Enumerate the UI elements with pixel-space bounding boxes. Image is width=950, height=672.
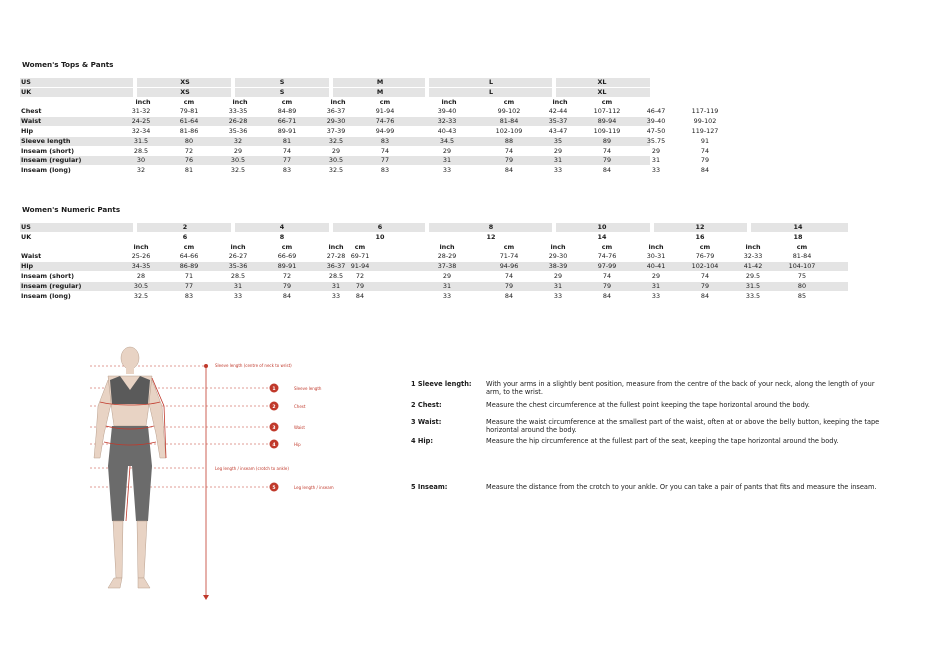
table-row — [20, 292, 850, 301]
table-cell: 94-99 — [375, 127, 395, 135]
table-cell: 30-31 — [646, 252, 666, 261]
table-row — [20, 156, 850, 165]
measurement-figure — [60, 346, 360, 611]
table-cell: 29 — [553, 146, 563, 155]
table-cell: 29 — [651, 146, 661, 155]
table-row — [20, 272, 850, 281]
table-cell: 32-34 — [131, 127, 151, 135]
legend-text: Measure the hip circumference at the fullest part of the seat, keeping the tape horizontal around the body. — [486, 437, 839, 445]
table-cell: 33 — [233, 291, 243, 300]
callout-label: Chest — [294, 404, 306, 409]
table-cell: 102-109 — [495, 127, 523, 135]
table-cell: L — [488, 78, 494, 86]
table-cell: inch — [328, 242, 344, 251]
legend-key: 5 Inseam: — [411, 483, 448, 491]
table-cell: 43-47 — [548, 127, 568, 135]
table-cell: 69-71 — [350, 252, 370, 261]
row-label: US — [21, 78, 31, 86]
table-cell: 35-37 — [548, 117, 568, 126]
table-row — [20, 262, 850, 271]
table-cell: 31 — [651, 156, 661, 165]
table-cell: XS — [180, 87, 190, 96]
table-cell: 40-41 — [646, 262, 666, 271]
table-cell: 31 — [651, 281, 661, 290]
table-cell: 81-86 — [179, 127, 199, 135]
table-cell: 79 — [700, 281, 710, 290]
table-cell: 72 — [355, 272, 365, 280]
table-cell: 12 — [486, 232, 496, 241]
table-cell: 75 — [797, 272, 807, 280]
table-cell: 14 — [793, 223, 803, 231]
table-cell: 76 — [184, 156, 194, 165]
table-cell: 109-119 — [593, 127, 621, 135]
table-cell: 36-37 — [326, 262, 346, 271]
table-cell: 71-74 — [499, 252, 519, 261]
table-cell: 32 — [233, 136, 243, 145]
table-cell: 88 — [504, 136, 514, 145]
table-cell: 29 — [442, 272, 452, 280]
table-cell: 89 — [602, 136, 612, 145]
table-cell: 6 — [377, 223, 383, 231]
table-cell: 119-127 — [691, 127, 719, 135]
table-cell: 83 — [380, 166, 390, 175]
table-cell: inch — [550, 242, 566, 251]
table-cell: cm — [796, 242, 808, 251]
row-label: Waist — [21, 252, 42, 261]
table-cell: 32.5 — [328, 166, 344, 175]
table-cell: 74 — [602, 146, 612, 155]
row-label: Inseam (short) — [21, 146, 75, 155]
table-cell: 84 — [504, 166, 514, 175]
table-cell: 74 — [504, 146, 514, 155]
table-cell: 31.5 — [745, 281, 761, 290]
table-cell: 74 — [602, 272, 612, 280]
table-cell: 25-26 — [131, 252, 151, 261]
row-label: Waist — [21, 117, 42, 126]
row-label: Inseam (short) — [21, 272, 75, 280]
table-cell: 26-28 — [228, 117, 248, 126]
table-cell: 89-91 — [277, 127, 297, 135]
table-cell: inch — [745, 242, 761, 251]
table-cell: 18 — [793, 232, 803, 241]
table-cell: M — [376, 87, 384, 96]
table-cell: 84 — [602, 166, 612, 175]
table-cell: cm — [281, 97, 293, 106]
table-cell: 10 — [375, 232, 385, 241]
table-cell: 74 — [380, 146, 390, 155]
table-cell: 31 — [331, 281, 341, 290]
table-cell: 10 — [597, 223, 607, 231]
table-cell: 28.5 — [230, 272, 246, 280]
callout-label: Leg length / inseam — [294, 485, 334, 490]
table-cell: 28-29 — [437, 252, 457, 261]
table-cell: cm — [281, 242, 293, 251]
table-row — [20, 137, 850, 146]
table-cell: 31 — [553, 281, 563, 290]
table-cell: 84-89 — [277, 107, 297, 116]
table-cell: cm — [183, 97, 195, 106]
table-cell: 16 — [695, 232, 705, 241]
table-cell: 89-94 — [597, 117, 617, 126]
callout-num: 2 — [272, 405, 276, 410]
table-cell: 79 — [282, 281, 292, 290]
legend-key: 2 Chest: — [411, 401, 442, 409]
table-row — [20, 98, 850, 107]
table-cell: 76-79 — [695, 252, 715, 261]
table-cell: 86-89 — [179, 262, 199, 271]
sleeve-length-caption: Sleeve length (centre of neck to wrist) — [215, 363, 292, 368]
table-row — [20, 166, 850, 175]
table-cell: 107-112 — [593, 107, 621, 116]
table-cell: 74 — [282, 146, 292, 155]
table-cell: 33 — [553, 291, 563, 300]
callout-label: Waist — [294, 425, 305, 430]
table-cell: 39-40 — [437, 107, 457, 116]
table-cell: 34.5 — [439, 136, 455, 145]
table-cell: 32 — [136, 166, 146, 175]
legend-key: 1 Sleeve length: — [411, 380, 472, 388]
table-cell: 42-44 — [548, 107, 568, 116]
table-cell: 35 — [553, 136, 563, 145]
leg-length-caption: Leg length / inseam (crotch to ankle) — [215, 466, 289, 471]
table-cell: 8 — [279, 232, 285, 241]
row-label: Inseam (long) — [21, 166, 71, 175]
row-label: Hip — [21, 262, 34, 271]
legend-text: With your arms in a slightly bent position, measure from the centre of the back of your neck, along the length of your arm, to the wrist. — [486, 380, 875, 397]
table-row — [20, 88, 850, 97]
table-cell: 84 — [700, 291, 710, 300]
table-cell: 40-43 — [437, 127, 457, 135]
row-label: Hip — [21, 127, 34, 135]
row-label: Inseam (regular) — [21, 156, 82, 165]
table-cell: 29-30 — [548, 252, 568, 261]
table-cell: XS — [180, 78, 190, 86]
table-row — [20, 243, 850, 252]
table-cell: 77 — [282, 156, 292, 165]
table-cell: 37-38 — [437, 262, 457, 271]
table-cell: 99-102 — [693, 117, 717, 126]
table-cell: 33 — [651, 291, 661, 300]
table-cell: L — [488, 87, 494, 96]
tops-title: Women's Tops & Pants — [22, 60, 114, 69]
table-cell: 80 — [184, 136, 194, 145]
table-cell: 102-104 — [691, 262, 719, 271]
table-cell: 74 — [700, 146, 710, 155]
table-cell: XL — [597, 78, 607, 86]
table-cell: 79 — [700, 156, 710, 165]
table-cell: 24-25 — [131, 117, 151, 126]
table-cell: inch — [330, 97, 346, 106]
table-cell: 27-28 — [326, 252, 346, 261]
table-cell: 83 — [380, 136, 390, 145]
table-cell: 8 — [488, 223, 494, 231]
table-cell: 72 — [282, 272, 292, 280]
table-cell: 34-35 — [131, 262, 151, 271]
table-cell: 29-30 — [326, 117, 346, 126]
table-cell: 36-37 — [326, 107, 346, 116]
table-cell: 117-119 — [691, 107, 719, 116]
table-cell: 71 — [184, 272, 194, 280]
row-label: UK — [21, 232, 32, 241]
table-cell: cm — [183, 242, 195, 251]
table-cell: 29 — [233, 146, 243, 155]
table-cell: 80 — [797, 281, 807, 290]
numeric-title: Women's Numeric Pants — [22, 205, 121, 214]
table-cell: 97-99 — [597, 262, 617, 271]
table-cell: 79 — [602, 281, 612, 290]
table-row — [20, 78, 850, 87]
legend-text: Measure the distance from the crotch to your ankle. Or you can take a pair of pants that fits and measure the inseam. — [486, 483, 877, 491]
table-cell: 29 — [331, 146, 341, 155]
table-cell: cm — [503, 97, 515, 106]
table-cell: 89-91 — [277, 262, 297, 271]
table-cell: 35-36 — [228, 127, 248, 135]
callout-num: 5 — [272, 486, 276, 491]
table-row — [20, 117, 850, 126]
table-cell: cm — [379, 97, 391, 106]
table-cell: 33 — [651, 166, 661, 175]
table-cell: 30.5 — [133, 281, 149, 290]
table-cell: 14 — [597, 232, 607, 241]
table-row — [20, 252, 850, 261]
row-label: Inseam (long) — [21, 291, 71, 300]
table-cell: inch — [441, 97, 457, 106]
table-cell: 85 — [797, 291, 807, 300]
table-cell: XL — [597, 87, 607, 96]
table-cell: 79-81 — [179, 107, 199, 116]
legend-key: 3 Waist: — [411, 418, 442, 426]
table-cell: inch — [439, 242, 455, 251]
table-cell: 33 — [553, 166, 563, 175]
table-cell: 33 — [442, 291, 452, 300]
table-row — [20, 107, 850, 116]
table-cell: 32.5 — [328, 136, 344, 145]
table-cell: 29 — [442, 146, 452, 155]
table-cell: 66-71 — [277, 117, 297, 126]
table-cell: 99-102 — [497, 107, 521, 116]
table-cell: 26-27 — [228, 252, 248, 261]
row-label: Sleeve length — [21, 136, 71, 145]
table-cell: 30.5 — [328, 156, 344, 165]
table-cell: 81 — [282, 136, 292, 145]
arrow-down-icon — [203, 595, 209, 600]
table-cell: 29 — [553, 272, 563, 280]
table-cell: 32-33 — [743, 252, 763, 261]
table-cell: 29.5 — [745, 272, 761, 280]
table-cell: 79 — [355, 281, 365, 290]
table-cell: 30.5 — [230, 156, 246, 165]
table-cell: 72 — [184, 146, 194, 155]
table-cell: 31 — [442, 156, 452, 165]
table-cell: 91 — [700, 136, 710, 145]
table-cell: inch — [552, 97, 568, 106]
callout-num: 4 — [272, 443, 276, 448]
table-cell: 61-64 — [179, 117, 199, 126]
table-cell: 74-76 — [597, 252, 617, 261]
table-cell: 38-39 — [548, 262, 568, 271]
row-label: Chest — [21, 107, 42, 116]
legend-text: Measure the waist circumference at the smallest part of the waist, often at or above the belly button, keeping the tape horizontal around the body. — [486, 418, 880, 435]
table-cell: 29 — [651, 272, 661, 280]
table-cell: 30 — [136, 156, 146, 165]
table-cell: cm — [601, 97, 613, 106]
row-label: Inseam (regular) — [21, 281, 82, 290]
table-cell: 79 — [504, 281, 514, 290]
callout-label: Sleeve length — [294, 386, 322, 391]
table-cell: 81-84 — [499, 117, 519, 126]
table-cell: 28.5 — [328, 272, 344, 280]
table-cell: 84 — [602, 291, 612, 300]
table-cell: cm — [354, 242, 366, 251]
table-cell: 31 — [553, 156, 563, 165]
table-cell: 31-32 — [131, 107, 151, 116]
table-cell: 37-39 — [326, 127, 346, 135]
table-cell: cm — [699, 242, 711, 251]
table-cell: 32.5 — [230, 166, 246, 175]
table-cell: 28.5 — [133, 146, 149, 155]
table-cell: cm — [503, 242, 515, 251]
table-cell: 39-40 — [646, 117, 666, 126]
table-cell: 84 — [282, 291, 292, 300]
table-cell: 81-84 — [792, 252, 812, 261]
table-cell: 28 — [136, 272, 146, 280]
table-cell: 33 — [331, 291, 341, 300]
table-row — [20, 282, 850, 291]
table-row — [20, 147, 850, 156]
table-cell: 91-94 — [375, 107, 395, 116]
table-cell: 35.75 — [646, 136, 666, 145]
table-cell: 83 — [184, 291, 194, 300]
table-cell: inch — [232, 97, 248, 106]
table-cell: 66-69 — [277, 252, 297, 261]
table-cell: S — [279, 87, 285, 96]
table-cell: 41-42 — [743, 262, 763, 271]
table-cell: 35-36 — [228, 262, 248, 271]
table-cell: 91-94 — [350, 262, 370, 271]
table-cell: 31 — [233, 281, 243, 290]
row-label: UK — [21, 87, 32, 96]
table-cell: 2 — [182, 223, 188, 231]
table-cell: 74-76 — [375, 117, 395, 126]
table-cell: 33.5 — [745, 291, 761, 300]
table-cell: inch — [133, 242, 149, 251]
table-cell: 33 — [442, 166, 452, 175]
table-cell: 47-50 — [646, 127, 666, 135]
table-cell: 32.5 — [133, 291, 149, 300]
table-cell: 77 — [380, 156, 390, 165]
table-cell: inch — [135, 97, 151, 106]
legend-text: Measure the chest circumference at the fullest point keeping the tape horizontal around the body. — [486, 401, 810, 409]
table-cell: inch — [230, 242, 246, 251]
table-cell: 74 — [700, 272, 710, 280]
table-row — [20, 223, 850, 232]
table-cell: inch — [648, 242, 664, 251]
table-cell: 104-107 — [788, 262, 816, 271]
table-cell: 6 — [182, 232, 188, 241]
table-cell: 31 — [442, 281, 452, 290]
table-cell: 77 — [184, 281, 194, 290]
table-cell: 94-96 — [499, 262, 519, 271]
table-cell: 4 — [279, 223, 285, 231]
table-cell: S — [279, 78, 285, 86]
table-cell: 84 — [700, 166, 710, 175]
table-cell: M — [376, 78, 384, 86]
table-cell: 32-33 — [437, 117, 457, 126]
table-cell: 64-66 — [179, 252, 199, 261]
table-cell: 81 — [184, 166, 194, 175]
callout-num: 3 — [272, 426, 276, 431]
callout-num: 1 — [272, 387, 276, 392]
table-cell: 46-47 — [646, 107, 666, 116]
row-label: US — [21, 223, 31, 231]
table-cell: 79 — [504, 156, 514, 165]
legend-key: 4 Hip: — [411, 437, 434, 445]
table-row — [20, 127, 850, 136]
table-row — [20, 233, 850, 242]
table-cell: 84 — [355, 291, 365, 300]
table-cell: 12 — [695, 223, 705, 231]
table-cell: 83 — [282, 166, 292, 175]
body-illustration — [60, 346, 360, 611]
table-cell: 31.5 — [133, 136, 149, 145]
table-cell: 33-35 — [228, 107, 248, 116]
table-cell: 84 — [504, 291, 514, 300]
callout-label: Hip — [294, 442, 301, 447]
table-cell: cm — [601, 242, 613, 251]
table-cell: 79 — [602, 156, 612, 165]
table-cell: 74 — [504, 272, 514, 280]
